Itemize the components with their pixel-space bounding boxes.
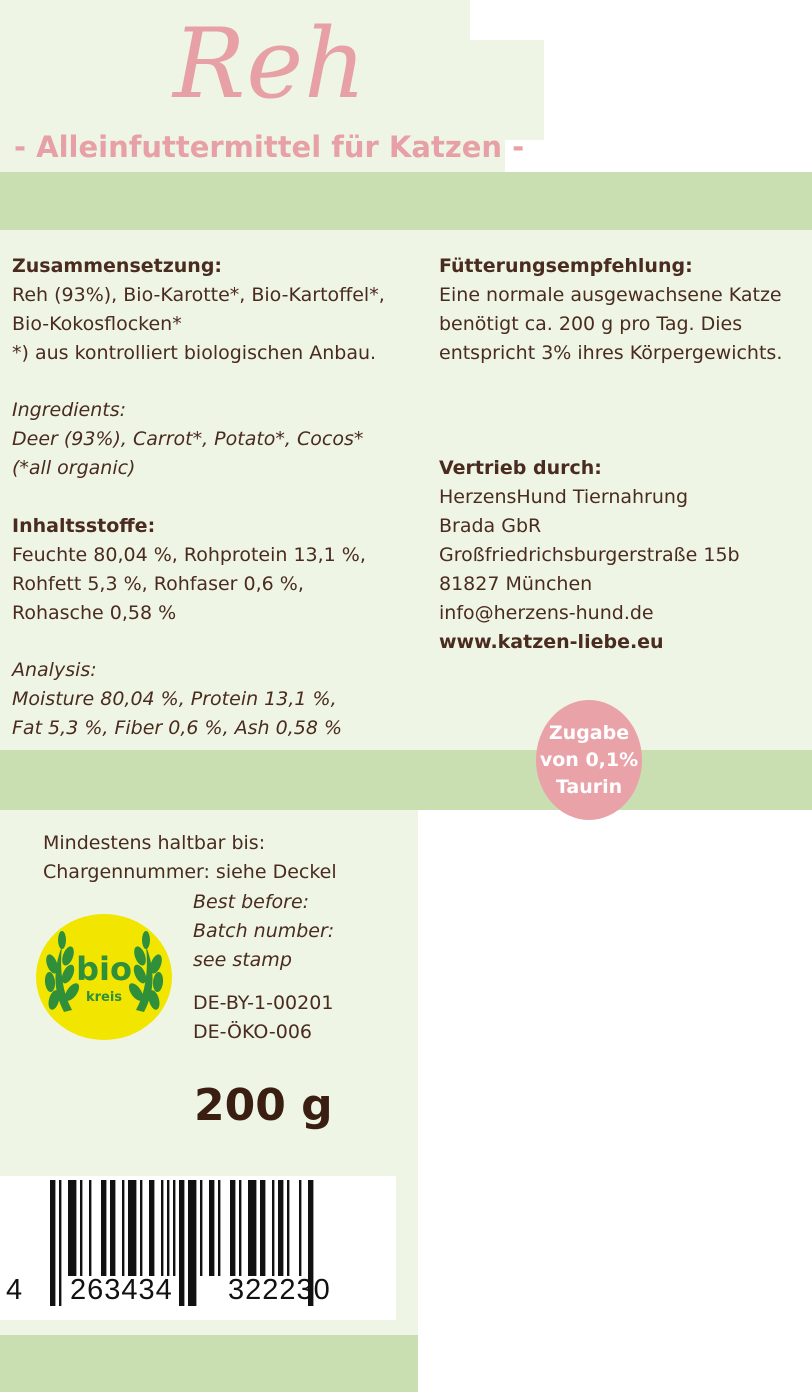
- organic-codes: [193, 989, 333, 1047]
- barcode-bar: [167, 1180, 169, 1276]
- header-cutout: [470, 0, 544, 40]
- barcode-bar: [140, 1180, 142, 1276]
- barcode-right-digits: 322230: [228, 1274, 331, 1306]
- distribution-line: Großfriedrichsburgerstraße 15b: [439, 544, 740, 566]
- shelf-en-line: see stamp: [193, 949, 292, 971]
- feeding-section: [439, 252, 782, 368]
- composition-heading: Zusammensetzung:: [12, 255, 223, 277]
- barcode-bar: [149, 1180, 154, 1276]
- net-weight: 200 g: [194, 1080, 333, 1131]
- badge-line: von 0,1%: [539, 748, 639, 771]
- product-title: Reh: [173, 8, 367, 120]
- barcode-bar: [299, 1180, 301, 1276]
- badge-line: Taurin: [555, 775, 623, 798]
- shelf-life-section: [43, 829, 337, 887]
- barcode-left-digits: 263434: [70, 1274, 173, 1306]
- contents-line: Rohasche 0,58 %: [12, 602, 177, 624]
- composition-line: Reh (93%), Bio-Karotte*, Bio-Kartoffel*,: [12, 284, 385, 306]
- barcode-bar: [59, 1180, 61, 1306]
- barcode-bar: [122, 1180, 124, 1276]
- feeding-line: entspricht 3% ihres Körpergewichts.: [439, 342, 783, 364]
- barcode-bar: [272, 1180, 274, 1276]
- composition-line: Bio-Kokosflocken*: [12, 313, 182, 335]
- analysis-section: [12, 656, 342, 743]
- taurine-badge: [536, 700, 642, 820]
- badge-line: Zugabe: [548, 721, 630, 744]
- contents-section: [12, 512, 366, 628]
- barcode-bars: [0, 1176, 396, 1320]
- barcode-bar: [89, 1180, 91, 1276]
- feeding-line: Eine normale ausgewachsene Katze: [439, 284, 782, 306]
- biokreis-logo: [34, 912, 174, 1042]
- product-subtitle: - Alleinfuttermittel für Katzen -: [14, 130, 525, 164]
- distribution-website: www.katzen-liebe.eu: [439, 631, 664, 653]
- barcode-bar: [173, 1180, 175, 1276]
- barcode: [0, 1176, 396, 1320]
- composition-section: [12, 252, 385, 368]
- analysis-heading: Analysis:: [12, 659, 97, 681]
- barcode-bar: [287, 1180, 289, 1276]
- distribution-email: info@herzens-hund.de: [439, 602, 654, 624]
- organic-code: DE-ÖKO-006: [193, 1021, 313, 1043]
- shelf-en-line: Batch number:: [193, 920, 335, 942]
- logo-text-bio: bio: [76, 950, 132, 988]
- organic-code: DE-BY-1-00201: [193, 992, 334, 1014]
- distribution-line: HerzensHund Tiernahrung: [439, 486, 689, 508]
- barcode-bar: [218, 1180, 220, 1276]
- barcode-bar: [188, 1180, 196, 1306]
- analysis-line: Fat 5,3 %, Fiber 0,6 %, Ash 0,58 %: [12, 717, 343, 739]
- barcode-bar: [80, 1180, 82, 1276]
- analysis-line: Moisture 80,04 %, Protein 13,1 %,: [12, 688, 337, 710]
- barcode-bar: [128, 1180, 136, 1276]
- green-band-middle: [0, 750, 812, 810]
- barcode-bar: [260, 1180, 265, 1276]
- distribution-section: [439, 454, 740, 657]
- green-band-bottom: [0, 1335, 418, 1392]
- shelf-line: Mindestens haltbar bis:: [43, 832, 266, 854]
- shelf-line: Chargennummer: siehe Deckel: [43, 861, 337, 883]
- distribution-line: 81827 München: [439, 573, 593, 595]
- ingredients-line: (*all organic): [12, 457, 136, 479]
- ingredients-section: [12, 396, 363, 483]
- shelf-en-line: Best before:: [193, 891, 310, 913]
- contents-line: Feuchte 80,04 %, Rohprotein 13,1 %,: [12, 544, 366, 566]
- barcode-bar: [239, 1180, 241, 1276]
- barcode-bar: [101, 1180, 106, 1276]
- barcode-bar: [179, 1180, 184, 1306]
- barcode-bar: [68, 1180, 76, 1276]
- composition-line: *) aus kontrolliert biologischen Anbau.: [12, 342, 377, 364]
- logo-text-kreis: kreis: [85, 990, 123, 1005]
- barcode-first-digit: 4: [6, 1274, 24, 1306]
- ingredients-line: Deer (93%), Carrot*, Potato*, Cocos*: [12, 428, 364, 450]
- contents-line: Rohfett 5,3 %, Rohfaser 0,6 %,: [12, 573, 304, 595]
- barcode-bar: [50, 1180, 55, 1306]
- distribution-heading: Vertrieb durch:: [439, 457, 602, 479]
- feeding-line: benötigt ca. 200 g pro Tag. Dies: [439, 313, 743, 335]
- barcode-bar: [200, 1180, 202, 1276]
- barcode-bar: [110, 1180, 115, 1276]
- barcode-bar: [248, 1180, 256, 1276]
- green-band-top: [0, 172, 812, 230]
- barcode-bar: [209, 1180, 214, 1276]
- barcode-bar: [278, 1180, 283, 1276]
- feeding-heading: Fütterungsempfehlung:: [439, 255, 693, 277]
- barcode-bar: [230, 1180, 235, 1276]
- ingredients-heading: Ingredients:: [12, 399, 127, 421]
- barcode-bar: [161, 1180, 163, 1276]
- shelf-life-en: [193, 888, 334, 975]
- contents-heading: Inhaltsstoffe:: [12, 515, 156, 537]
- distribution-line: Brada GbR: [439, 515, 542, 537]
